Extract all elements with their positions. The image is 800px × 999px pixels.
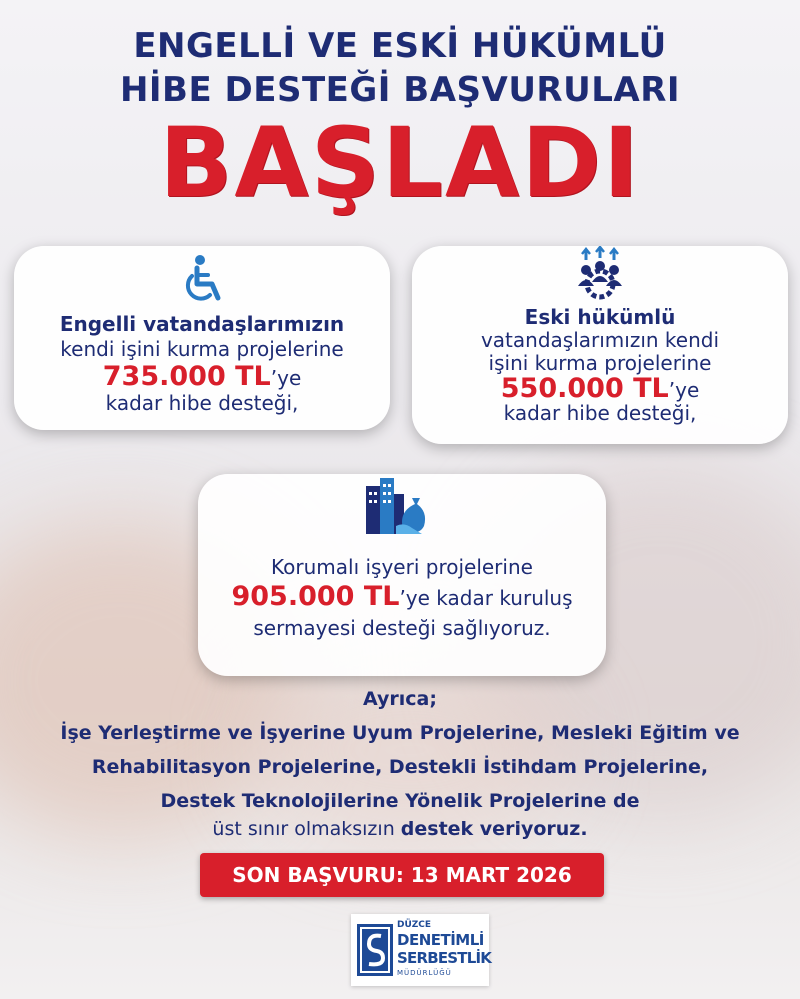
additional-line-1: İşe Yerleştirme ve İşyerine Uyum Projelerine, Mesleki Eğitim ve <box>60 722 740 744</box>
wheelchair-icon <box>180 254 228 304</box>
additional-line-4-text: üst sınır olmaksızın <box>212 818 401 840</box>
card-ex-convict-line1: Eski hükümlü <box>524 305 676 329</box>
people-gear-icon <box>572 246 628 302</box>
card-ex-convict-line2: vatandaşlarımızın kendi <box>480 328 720 352</box>
card-disabled-line2: kendi işini kurma projelerine <box>60 337 344 361</box>
additional-intro: Ayrıca; <box>363 688 437 710</box>
deadline-banner: SON BAŞVURU: 13 MART 2026 <box>200 853 604 897</box>
additional-line-4 <box>0 814 800 844</box>
title-line-2: HİBE DESTEĞİ BAŞVURULARI <box>119 70 681 110</box>
card-sheltered-amount: 905.000 TL <box>231 581 400 612</box>
logo-sub: MÜDÜRLÜĞÜ <box>397 969 452 977</box>
card-disabled-amount: 735.000 TL <box>102 361 271 392</box>
card-ex-convict-suffix: ’ye <box>668 378 700 402</box>
card-disabled-line1: Engelli vatandaşlarımızın <box>59 312 345 336</box>
card-sheltered-line3: sermayesi desteği sağlıyoruz. <box>253 616 551 640</box>
card-ex-convict-amount: 550.000 TL <box>500 373 669 404</box>
additional-line-3: Destek Teknolojilerine Yönelik Projelerine de <box>160 790 640 812</box>
headline-started: BAŞLADI <box>159 107 641 219</box>
card-sheltered-line1: Korumalı işyeri projelerine <box>271 555 533 579</box>
additional-line-2: Rehabilitasyon Projelerine, Destekli İstihdam Projelerine, <box>91 756 709 778</box>
buildings-money-icon <box>362 476 432 538</box>
additional-line-4-emphasis: destek veriyoruz. <box>400 818 588 840</box>
card-sheltered-workplace <box>198 474 606 676</box>
card-ex-convict-grant <box>412 246 788 444</box>
title-line-1: ENGELLİ VE ESKİ HÜKÜMLÜ <box>133 26 667 66</box>
card-ex-convict-line5: kadar hibe desteği, <box>503 401 697 425</box>
card-disabled-grant <box>14 246 390 430</box>
ds-logo-icon <box>357 924 393 976</box>
card-disabled-line4: kadar hibe desteği, <box>105 391 299 415</box>
card-sheltered-suffix: ’ye kadar kuruluş <box>399 586 573 610</box>
logo-name-2: SERBESTLİK <box>397 949 492 967</box>
logo-city: DÜZCE <box>397 920 432 930</box>
card-ex-convict-line3: işini kurma projelerine <box>488 351 712 375</box>
institution-logo <box>351 914 492 986</box>
card-disabled-suffix: ’ye <box>270 366 302 390</box>
logo-name-1: DENETİMLİ <box>397 931 484 949</box>
